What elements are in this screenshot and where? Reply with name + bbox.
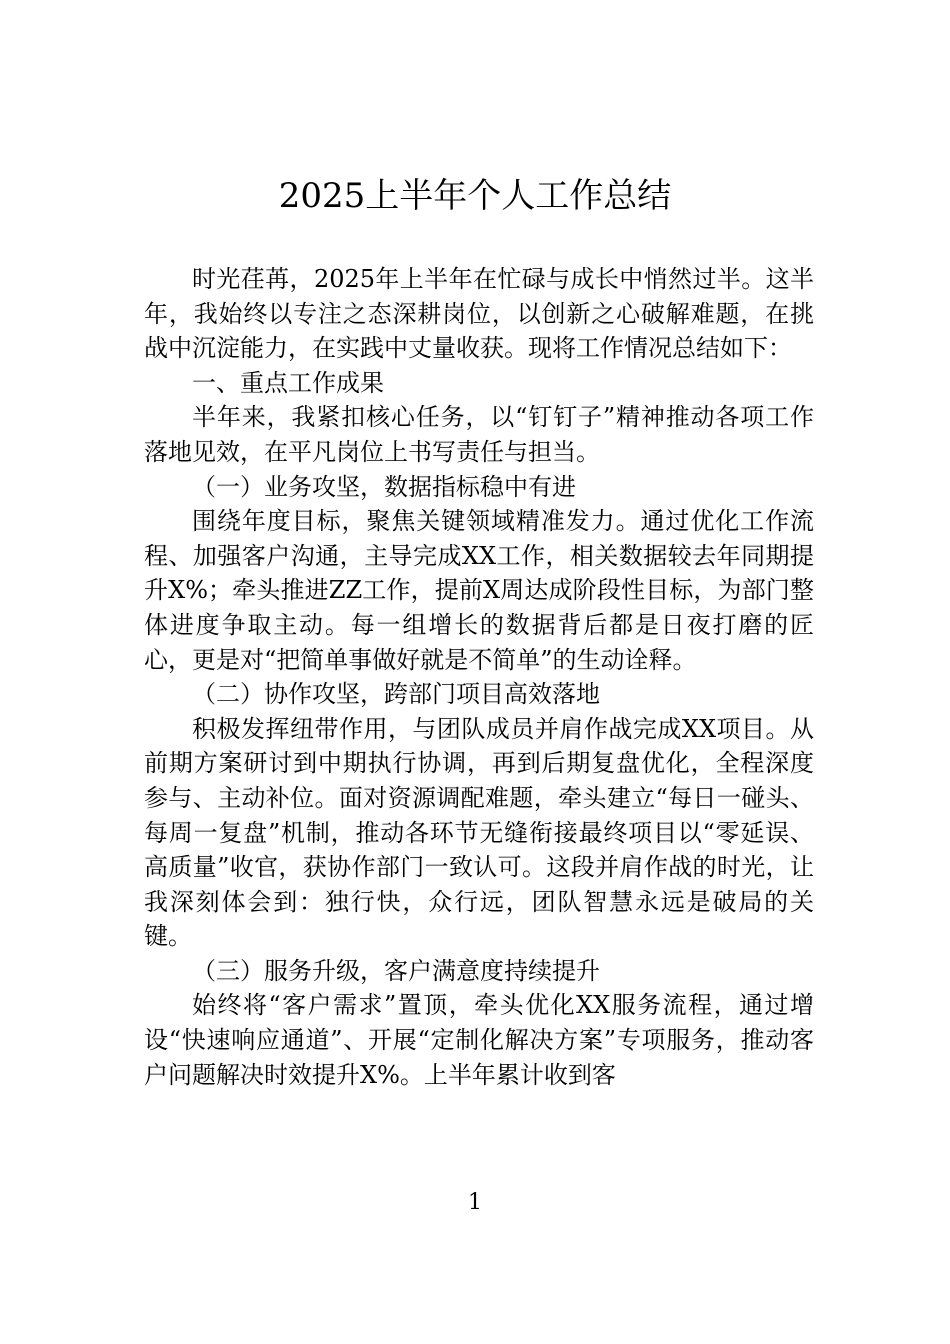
subsection-heading-3: （三）服务升级，客户满意度持续提升	[192, 956, 600, 985]
section-heading-1: 一、重点工作成果	[192, 368, 384, 397]
document-body	[144, 262, 814, 1092]
subsection-heading-2: （二）协作攻坚，跨部门项目高效落地	[192, 680, 600, 709]
intro-paragraph: 时光荏苒，2025年上半年在忙碌与成长中悄然过半。这半年，我始终以专注之态深耕岗位，以创新之心破解难题，在挑战中沉淀能力，在实践中丈量收获。现将工作情况总结如下：	[144, 265, 814, 363]
subsection-1-paragraph: 围绕年度目标，聚焦关键领域精准发力。通过优化工作流程、加强客户沟通，主导完成XX工作，相关数据较去年同期提升X%；牵头推进ZZ工作，提前X周达成阶段性目标，为部门整体进度争取主动。每一组增长的数据背后都是日夜打磨的匠心，更是对“把简单事做好就是不简单”的生动诠释。	[144, 507, 814, 674]
subsection-3-paragraph: 始终将“客户需求”置顶，牵头优化XX服务流程，通过增设“快速响应通道”、开展“定制化解决方案”专项服务，推动客户问题解决时效提升X%。上半年累计收到客	[144, 991, 814, 1089]
subsection-2-paragraph: 积极发挥纽带作用，与团队成员并肩作战完成XX项目。从前期方案研讨到中期执行协调，再到后期复盘优化，全程深度参与、主动补位。面对资源调配难题，牵头建立“每日一碰头、每周一复盘”机制，推动各环节无缝衔接最终项目以“零延误、高质量”收官，获协作部门一致认可。这段并肩作战的时光，让我深刻体会到：独行快，众行远，团队智慧永远是破局的关键。	[144, 714, 814, 951]
section-1-intro-paragraph: 半年来，我紧扣核心任务，以“钉钉子”精神推动各项工作落地见效，在平凡岗位上书写责任与担当。	[144, 403, 814, 466]
page-number: 1	[468, 1190, 482, 1215]
document-title: 2025上半年个人工作总结	[278, 176, 672, 216]
subsection-heading-1: （一）业务攻坚，数据指标稳中有进	[192, 472, 576, 501]
